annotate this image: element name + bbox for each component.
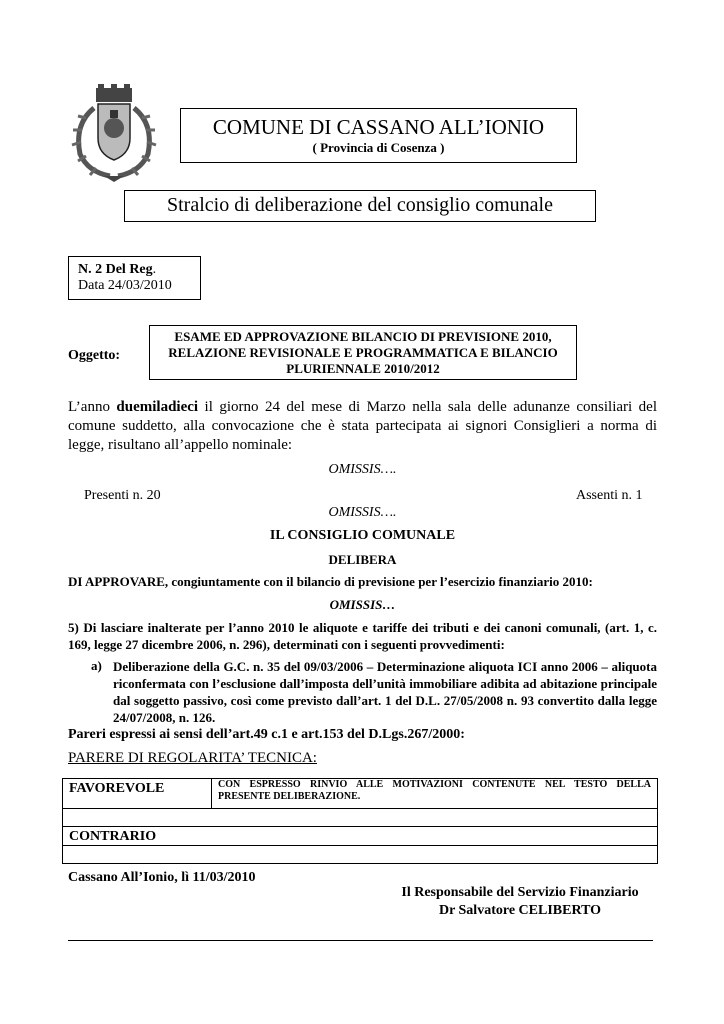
table-empty-row [63, 809, 658, 827]
subject-line-3: PLURIENNALE 2010/2012 [286, 361, 440, 376]
delibera-heading: DELIBERA [328, 552, 397, 567]
parere-table [62, 778, 658, 864]
subject-line-2: RELAZIONE REVISIONALE E PROGRAMMATICA E BILANCIO [168, 345, 558, 360]
present-count: Presenti n. 20 [84, 488, 161, 503]
municipality-title: COMUNE DI CASSANO ALL’IONIO [212, 115, 545, 139]
council-title: IL CONSIGLIO COMUNALE [269, 528, 456, 543]
subject-box [149, 325, 577, 380]
pareri-line: Pareri espressi ai sensi dell’art.49 c.1 e art.153 del D.Lgs.267/2000: [68, 727, 465, 742]
omissis-2: OMISSIS…. [328, 505, 397, 520]
place-date: Cassano All’Ionio, lì 11/03/2010 [68, 870, 256, 885]
contrario-cell [63, 827, 658, 846]
municipal-crest-logo [64, 84, 164, 184]
intro-paragraph: L’anno duemiladieci il giorno 24 del mese di Marzo nella sala delle adunanze consiliari del comune suddetto, alla convocazione che è stata partecipata ai signori Consiglieri a norma di legge, risultano all’appello nominale: [68, 399, 657, 453]
municipality-header-box [180, 108, 577, 163]
table-empty-row [63, 846, 658, 864]
document-type-box [124, 190, 596, 222]
signature-role: Il Responsabile del Servizio Finanziario [401, 885, 639, 900]
parere-title: PARERE DI REGOLARITA’ TECNICA: [68, 750, 317, 766]
absent-count: Assenti n. 1 [576, 488, 643, 503]
registry-box [68, 256, 201, 300]
point-a-text: Deliberazione della G.C. n. 35 del 09/03/2006 – Determinazione aliquota ICI anno 2006 – aliquota riconfermata con l’esclusione dall’imposta dell’unità immobiliare adibita ad abitazione principale dal soggetto passivo, così come previsto dall’art. 1 del D.L. 27/05/2008 n. 93 convertito dalla legge 24/07/2008, n. 126. [113, 659, 657, 725]
point-a-label: a) [91, 658, 102, 673]
subject-line-1: ESAME ED APPROVAZIONE BILANCIO DI PREVISIONE 2010, [174, 329, 552, 344]
document-type: Stralcio di deliberazione del consiglio comunale [167, 194, 553, 216]
point-5: 5) Di lasciare inalterate per l’anno 2010 le aliquote e tariffe dei tributi e dei canoni comunali, (art. 1, c. 169, legge 27 dicembre 2006, n. 296), determinati con i seguenti provvedimenti: [68, 620, 657, 652]
approve-line: DI APPROVARE, congiuntamente con il bilancio di previsione per l’esercizio finanziario 2010: [68, 574, 593, 589]
favorevole-cell [63, 779, 212, 809]
subject-label: Oggetto: [68, 348, 121, 363]
registry-number: N. 2 Del Reg. [78, 262, 157, 277]
bottom-rule [68, 940, 653, 941]
contrario-label: CONTRARIO [69, 829, 157, 844]
favorevole-note: CON ESPRESSO RINVIO ALLE MOTIVAZIONI CONTENUTE NEL TESTO DELLA PRESENTE DELIBERAZIONE. [212, 779, 658, 809]
favorevole-label: FAVOREVOLE [69, 781, 165, 796]
registry-date: Data 24/03/2010 [78, 278, 172, 293]
omissis-1: OMISSIS…. [328, 462, 397, 477]
province-subtitle: ( Provincia di Cosenza ) [312, 140, 445, 155]
signature-name: Dr Salvatore CELIBERTO [438, 903, 602, 918]
omissis-3: OMISSIS… [329, 597, 396, 612]
